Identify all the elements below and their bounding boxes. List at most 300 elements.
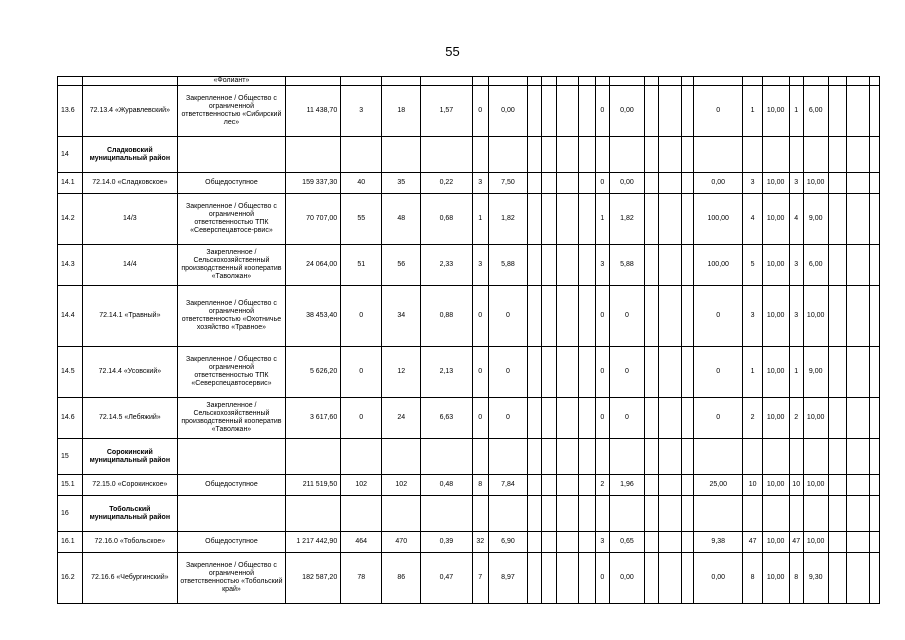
cell-c25	[846, 173, 869, 194]
cell-density: 2,13	[421, 347, 472, 398]
cell-c24	[828, 245, 846, 286]
cell-ground-name: Сорокинский муниципальный район	[82, 439, 177, 475]
cell-issued-percent: 10,00	[803, 475, 828, 496]
cell-c11	[542, 398, 556, 439]
cell-c11	[542, 173, 556, 194]
cell-c16	[644, 553, 658, 604]
cell-c12	[556, 137, 579, 173]
cell-ground-name: 72.14.5 «Лебяжий»	[82, 398, 177, 439]
cell-stock-curr: 48	[382, 194, 421, 245]
cell-c24	[828, 398, 846, 439]
cell-density: 0,47	[421, 553, 472, 604]
cell-stock-curr	[382, 496, 421, 532]
cell-c13	[579, 137, 595, 173]
cell-limit-count: 7	[472, 553, 488, 604]
cell-taken-percent: 5,88	[609, 245, 644, 286]
cell-density: 6,63	[421, 398, 472, 439]
cell-stock-prev: 0	[341, 286, 382, 347]
cell-density: 0,48	[421, 475, 472, 496]
cell-c18	[681, 398, 693, 439]
cell-quota-percent: 10,00	[762, 286, 789, 347]
cell-issued-percent: 10,00	[803, 173, 828, 194]
cell-area: 5 626,20	[285, 347, 340, 398]
cell-density: 0,22	[421, 173, 472, 194]
table-row	[58, 286, 880, 347]
cell-ground-name: 72.13.4 «Журавлевский»	[82, 86, 177, 137]
cell-limit-count: 0	[472, 347, 488, 398]
cell-quota-percent: 10,00	[762, 347, 789, 398]
cell-c11	[542, 86, 556, 137]
cell-issued-percent	[803, 137, 828, 173]
table-row	[58, 532, 880, 553]
cell-density: 0,39	[421, 532, 472, 553]
cell-c18	[681, 245, 693, 286]
cell-limit-percent: 0,00	[488, 86, 527, 137]
cell-efficiency	[694, 439, 743, 475]
cell-limit-count: 3	[472, 245, 488, 286]
cell-stock-prev: 55	[341, 194, 382, 245]
cell-area: 70 707,00	[285, 194, 340, 245]
cell-c18	[681, 532, 693, 553]
cell-c13	[579, 245, 595, 286]
cell-c10	[527, 532, 541, 553]
cell-ground-type	[178, 439, 286, 475]
cell-stock-curr: 34	[382, 286, 421, 347]
cell-stock-curr: 56	[382, 245, 421, 286]
cell-taken-percent: 0	[609, 347, 644, 398]
cell-c11	[542, 245, 556, 286]
cell-c13	[579, 553, 595, 604]
cell-c12	[556, 496, 579, 532]
cell-area: 211 519,50	[285, 475, 340, 496]
cell-limit-percent: 8,97	[488, 553, 527, 604]
cell-ground-type: Общедоступное	[178, 173, 286, 194]
page-number: 55	[445, 44, 460, 59]
cell-stock-prev: 3	[341, 86, 382, 137]
cell-density	[421, 439, 472, 475]
cell-ground-type: Общедоступное	[178, 475, 286, 496]
cell-c16	[644, 439, 658, 475]
cell-limit-count: 32	[472, 532, 488, 553]
table-row	[58, 475, 880, 496]
cell-stock-prev: 464	[341, 532, 382, 553]
cell-c12	[556, 439, 579, 475]
cell-stock-prev: 78	[341, 553, 382, 604]
cell-c24	[828, 496, 846, 532]
cell-c17	[659, 173, 682, 194]
cell-taken-percent: 0,00	[609, 553, 644, 604]
cell-issued-count	[789, 439, 803, 475]
cell-stock-prev	[341, 496, 382, 532]
cell-c13	[579, 194, 595, 245]
cell-c25	[846, 245, 869, 286]
cell-c13	[579, 347, 595, 398]
cell-c26	[869, 194, 879, 245]
table-row	[58, 86, 880, 137]
cell-c26	[869, 439, 879, 475]
cell-row-number: 15	[58, 439, 83, 475]
cell-ground-type: Общедоступное	[178, 532, 286, 553]
table-row	[58, 77, 880, 86]
cell-quota-percent	[762, 77, 789, 86]
cell-ground-type: Закрепленное / Общество с ограниченной ответственностью «Сибирский лес»	[178, 86, 286, 137]
cell-ground-name: 72.15.0 «Сорокинское»	[82, 475, 177, 496]
cell-c16	[644, 286, 658, 347]
cell-c25	[846, 77, 869, 86]
cell-quota-count: 1	[743, 347, 762, 398]
cell-c10	[527, 475, 541, 496]
cell-c10	[527, 173, 541, 194]
cell-efficiency: 0	[694, 398, 743, 439]
cell-c11	[542, 439, 556, 475]
cell-c25	[846, 496, 869, 532]
cell-c11	[542, 137, 556, 173]
cell-taken-count: 3	[595, 532, 609, 553]
cell-c16	[644, 398, 658, 439]
cell-efficiency: 0	[694, 86, 743, 137]
cell-c17	[659, 194, 682, 245]
cell-c13	[579, 286, 595, 347]
cell-quota-percent	[762, 439, 789, 475]
cell-limit-percent: 7,50	[488, 173, 527, 194]
cell-limit-count	[472, 439, 488, 475]
cell-limit-percent	[488, 77, 527, 86]
cell-c24	[828, 77, 846, 86]
district-row	[58, 496, 880, 532]
cell-efficiency	[694, 77, 743, 86]
cell-c18	[681, 347, 693, 398]
table-row	[58, 398, 880, 439]
cell-stock-curr	[382, 439, 421, 475]
cell-c18	[681, 173, 693, 194]
cell-issued-count	[789, 496, 803, 532]
district-row	[58, 137, 880, 173]
cell-c18	[681, 553, 693, 604]
cell-ground-name: 72.14.1 «Травный»	[82, 286, 177, 347]
cell-issued-percent	[803, 496, 828, 532]
cell-c13	[579, 439, 595, 475]
cell-c18	[681, 194, 693, 245]
cell-ground-type	[178, 137, 286, 173]
cell-quota-percent: 10,00	[762, 245, 789, 286]
table-row	[58, 194, 880, 245]
cell-issued-count: 3	[789, 286, 803, 347]
cell-taken-percent: 0,00	[609, 173, 644, 194]
cell-row-number: 16	[58, 496, 83, 532]
cell-c10	[527, 496, 541, 532]
cell-quota-count: 10	[743, 475, 762, 496]
cell-ground-type: Закрепленное / Общество с ограниченной ответственностью «Охотничье хозяйство «Травное»	[178, 286, 286, 347]
cell-quota-count: 5	[743, 245, 762, 286]
cell-c25	[846, 194, 869, 245]
cell-c18	[681, 86, 693, 137]
cell-limit-count: 3	[472, 173, 488, 194]
cell-ground-type: «Фолиант»	[178, 77, 286, 86]
cell-stock-prev: 102	[341, 475, 382, 496]
cell-ground-name: Сладковский муниципальный район	[82, 137, 177, 173]
cell-row-number: 14.5	[58, 347, 83, 398]
cell-c16	[644, 475, 658, 496]
cell-area: 1 217 442,90	[285, 532, 340, 553]
cell-ground-name: 72.14.4 «Усовский»	[82, 347, 177, 398]
cell-stock-curr: 24	[382, 398, 421, 439]
cell-limit-percent	[488, 439, 527, 475]
cell-issued-percent: 10,00	[803, 286, 828, 347]
cell-quota-count: 3	[743, 286, 762, 347]
cell-row-number: 15.1	[58, 475, 83, 496]
cell-quota-count	[743, 496, 762, 532]
cell-c25	[846, 532, 869, 553]
cell-c17	[659, 496, 682, 532]
cell-c25	[846, 553, 869, 604]
cell-density: 0,88	[421, 286, 472, 347]
cell-taken-count: 1	[595, 194, 609, 245]
cell-stock-curr: 470	[382, 532, 421, 553]
cell-c11	[542, 286, 556, 347]
cell-limit-percent: 0	[488, 347, 527, 398]
cell-stock-prev	[341, 137, 382, 173]
cell-c13	[579, 532, 595, 553]
cell-efficiency	[694, 496, 743, 532]
cell-c10	[527, 439, 541, 475]
cell-c10	[527, 553, 541, 604]
cell-area	[285, 496, 340, 532]
cell-issued-percent: 9,00	[803, 347, 828, 398]
table-row	[58, 553, 880, 604]
cell-c24	[828, 286, 846, 347]
cell-taken-count	[595, 439, 609, 475]
cell-c11	[542, 496, 556, 532]
cell-row-number: 14.3	[58, 245, 83, 286]
cell-quota-percent: 10,00	[762, 173, 789, 194]
cell-taken-percent: 1,96	[609, 475, 644, 496]
cell-ground-type: Закрепленное / Общество с ограниченной ответственностью ТПК «Северспецавтосервис»	[178, 347, 286, 398]
cell-limit-percent: 5,88	[488, 245, 527, 286]
cell-c16	[644, 245, 658, 286]
cell-c18	[681, 137, 693, 173]
cell-c12	[556, 532, 579, 553]
cell-issued-count: 4	[789, 194, 803, 245]
cell-c11	[542, 475, 556, 496]
cell-c11	[542, 77, 556, 86]
cell-limit-count: 0	[472, 86, 488, 137]
cell-ground-name: 14/4	[82, 245, 177, 286]
cell-c12	[556, 553, 579, 604]
cell-limit-count	[472, 137, 488, 173]
cell-c18	[681, 286, 693, 347]
cell-quota-percent: 10,00	[762, 475, 789, 496]
cell-area: 182 587,20	[285, 553, 340, 604]
cell-c17	[659, 86, 682, 137]
cell-c10	[527, 194, 541, 245]
cell-row-number: 16.1	[58, 532, 83, 553]
district-row	[58, 439, 880, 475]
cell-stock-prev: 0	[341, 347, 382, 398]
cell-issued-count: 8	[789, 553, 803, 604]
cell-c13	[579, 496, 595, 532]
cell-c10	[527, 347, 541, 398]
cell-issued-percent: 6,00	[803, 245, 828, 286]
cell-stock-curr: 86	[382, 553, 421, 604]
cell-density: 0,68	[421, 194, 472, 245]
cell-stock-prev: 51	[341, 245, 382, 286]
cell-stock-curr: 12	[382, 347, 421, 398]
cell-c16	[644, 532, 658, 553]
cell-ground-name	[82, 77, 177, 86]
table-row	[58, 347, 880, 398]
cell-c24	[828, 86, 846, 137]
cell-c16	[644, 137, 658, 173]
cell-issued-count	[789, 137, 803, 173]
cell-area: 38 453,40	[285, 286, 340, 347]
cell-quota-count: 47	[743, 532, 762, 553]
cell-c16	[644, 194, 658, 245]
cell-taken-percent: 0	[609, 286, 644, 347]
cell-taken-percent	[609, 439, 644, 475]
cell-limit-percent: 0	[488, 286, 527, 347]
cell-c10	[527, 137, 541, 173]
cell-area	[285, 137, 340, 173]
cell-issued-count: 3	[789, 173, 803, 194]
cell-quota-count: 1	[743, 86, 762, 137]
cell-efficiency	[694, 137, 743, 173]
cell-ground-name: 72.16.0 «Тобольское»	[82, 532, 177, 553]
cell-c17	[659, 347, 682, 398]
cell-stock-curr: 35	[382, 173, 421, 194]
cell-c24	[828, 173, 846, 194]
cell-ground-type	[178, 496, 286, 532]
cell-c26	[869, 398, 879, 439]
cell-taken-percent	[609, 137, 644, 173]
cell-efficiency: 0	[694, 286, 743, 347]
cell-c24	[828, 347, 846, 398]
cell-c25	[846, 137, 869, 173]
cell-issued-count: 1	[789, 347, 803, 398]
cell-issued-count: 10	[789, 475, 803, 496]
cell-c10	[527, 86, 541, 137]
cell-issued-percent: 9,30	[803, 553, 828, 604]
cell-taken-count: 0	[595, 286, 609, 347]
cell-c16	[644, 86, 658, 137]
cell-c10	[527, 286, 541, 347]
cell-c24	[828, 137, 846, 173]
cell-taken-percent: 1,82	[609, 194, 644, 245]
cell-c10	[527, 398, 541, 439]
cell-c18	[681, 496, 693, 532]
cell-taken-count: 0	[595, 347, 609, 398]
cell-taken-percent: 0,00	[609, 86, 644, 137]
cell-efficiency: 100,00	[694, 194, 743, 245]
cell-c25	[846, 398, 869, 439]
cell-issued-count: 2	[789, 398, 803, 439]
cell-c26	[869, 245, 879, 286]
cell-limit-percent: 1,82	[488, 194, 527, 245]
cell-quota-percent: 10,00	[762, 86, 789, 137]
cell-c17	[659, 77, 682, 86]
cell-c12	[556, 286, 579, 347]
cell-taken-percent: 0	[609, 398, 644, 439]
cell-c13	[579, 475, 595, 496]
hunting-grounds-table	[57, 76, 880, 604]
cell-stock-curr: 102	[382, 475, 421, 496]
cell-row-number: 16.2	[58, 553, 83, 604]
cell-row-number: 14.2	[58, 194, 83, 245]
cell-c26	[869, 286, 879, 347]
cell-quota-percent	[762, 137, 789, 173]
cell-taken-count: 2	[595, 475, 609, 496]
cell-taken-percent: 0,65	[609, 532, 644, 553]
cell-c13	[579, 77, 595, 86]
cell-c17	[659, 398, 682, 439]
cell-c26	[869, 532, 879, 553]
cell-c12	[556, 86, 579, 137]
cell-c26	[869, 553, 879, 604]
cell-issued-percent: 6,00	[803, 86, 828, 137]
cell-c10	[527, 77, 541, 86]
cell-stock-curr: 18	[382, 86, 421, 137]
cell-limit-count: 0	[472, 398, 488, 439]
cell-density	[421, 496, 472, 532]
cell-quota-percent: 10,00	[762, 553, 789, 604]
cell-c18	[681, 475, 693, 496]
cell-efficiency: 0,00	[694, 553, 743, 604]
cell-stock-prev: 40	[341, 173, 382, 194]
cell-c17	[659, 286, 682, 347]
cell-stock-curr	[382, 77, 421, 86]
cell-efficiency: 100,00	[694, 245, 743, 286]
cell-density: 2,33	[421, 245, 472, 286]
cell-taken-count	[595, 77, 609, 86]
cell-c26	[869, 496, 879, 532]
cell-row-number: 13.6	[58, 86, 83, 137]
cell-taken-count	[595, 137, 609, 173]
cell-c12	[556, 77, 579, 86]
cell-quota-count	[743, 439, 762, 475]
cell-taken-count: 0	[595, 398, 609, 439]
cell-ground-name: 72.16.6 «Чебургинский»	[82, 553, 177, 604]
cell-c13	[579, 86, 595, 137]
cell-limit-count	[472, 496, 488, 532]
cell-c11	[542, 347, 556, 398]
cell-density	[421, 77, 472, 86]
cell-c12	[556, 475, 579, 496]
cell-row-number: 14.1	[58, 173, 83, 194]
cell-c26	[869, 347, 879, 398]
cell-taken-count	[595, 496, 609, 532]
cell-area	[285, 439, 340, 475]
cell-c26	[869, 475, 879, 496]
cell-c24	[828, 439, 846, 475]
cell-c17	[659, 553, 682, 604]
cell-c12	[556, 347, 579, 398]
cell-area: 3 617,60	[285, 398, 340, 439]
cell-issued-percent: 9,00	[803, 194, 828, 245]
cell-c24	[828, 532, 846, 553]
cell-c17	[659, 439, 682, 475]
cell-c24	[828, 553, 846, 604]
cell-limit-percent	[488, 137, 527, 173]
cell-c17	[659, 245, 682, 286]
cell-quota-percent	[762, 496, 789, 532]
cell-c25	[846, 286, 869, 347]
cell-c25	[846, 439, 869, 475]
cell-issued-count: 3	[789, 245, 803, 286]
cell-row-number: 14.6	[58, 398, 83, 439]
cell-c24	[828, 475, 846, 496]
cell-density	[421, 137, 472, 173]
cell-issued-count: 1	[789, 86, 803, 137]
cell-area: 11 438,70	[285, 86, 340, 137]
